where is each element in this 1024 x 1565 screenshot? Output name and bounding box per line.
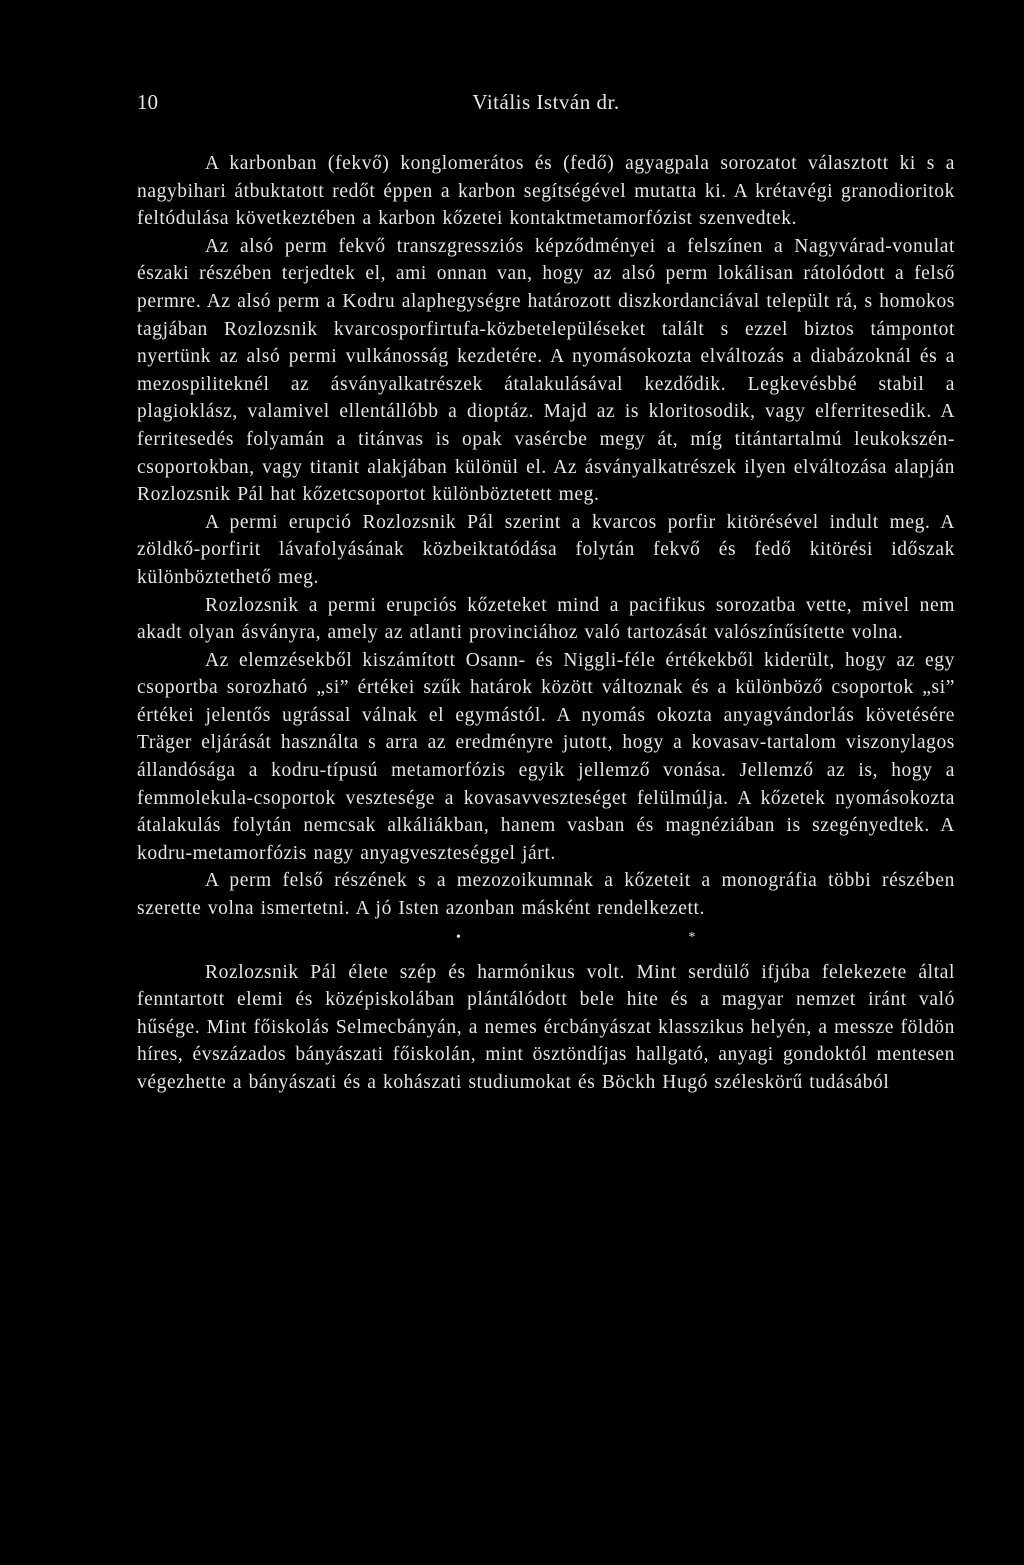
paragraph-monografia: A perm felső részének s a mezozoikumnak a kőzeteit a monográfia többi részében szerette volna ismertetni. A jó Isten azonban másként rendelkezett.: [137, 870, 955, 920]
running-head: [137, 90, 955, 120]
paragraph-karbon: A karbonban (fekvő) konglomerátos és (fedő) agyagpala sorozatot választott ki s a nagybihari átbuktatott redőt éppen a karbon segítségével mutatta ki. A krétavégi granodioritok feltódulása következtében a karbon kőzetei kontaktmetamorfózist szenvedtek.: [137, 153, 955, 230]
paragraph-elemzesek: Az elemzésekből kiszámított Osann- és Niggli-féle értékekből kiderült, hogy az egy csoportba sorozható „si” értékei szűk határok között változnak és a különböző csoportok „si” értékei jelentős ugrással válnak el egymástól. A nyomás okozta anyagvándorlás követésére Träger eljárását használta s arra az eredményre jutott, hogy a kovasav-tartalom viszonylagos állandósága a kodru-típusú metamorfózis egyik jellemző vonása. Jellemző az is, hogy a femmolekula-csoportok vesztesége a kovasavveszteséget felülmúlja. A kőzetek nyomásokozta átalakulás folytán nemcsak alkáliákban, hanem vasban és magnéziában is szegényedtek. A kodru-metamorfózis nagy anyagveszteséggel járt.: [137, 649, 955, 864]
section-separator: [396, 929, 696, 947]
separator-asterisk: *: [688, 929, 696, 945]
paragraph-permi-erupcio: A permi erupció Rozlozsnik Pál szerint a kvarcos porfir kitörésével indult meg. A zöldkő-porfirit lávafolyásának közbeiktatódása folytán fekvő és fedő kitörési időszak különböztethető meg.: [137, 511, 955, 588]
page-number: 10: [137, 90, 158, 114]
paragraph-eletrajz: Rozlozsnik Pál élete szép és harmónikus volt. Mint serdülő ifjúba felekezete által fenntartott elemi és középiskolában plántálódott bele hite és a magyar nemzet iránt való hűsége. Mint főiskolás Selmecbányán, a nemes ércbányászat klasszikus helyén, a messze földön híres, évszázados bányászati főiskolán, mint ösztöndíjas hallgató, anyagi gondoktól mentesen végezhette a bányászati és a kohászati studiumokat és Böckh Hugó széleskörű tudásából: [137, 961, 955, 1093]
separator-dot: •: [456, 929, 462, 945]
paragraph-also-perm: Az alsó perm fekvő transzgressziós képződményei a felszínen a Nagyvárad-vonulat északi részében terjedtek el, ami onnan van, hogy az alsó perm lokálisan rátolódott a felső permre. Az alsó perm a Kodru alaphegységre határozott diszkordanciával települt rá, s homokos tagjában Rozlozsnik kvarcosporfirtufa-közbetelepüléseket talált s ezzel biztos támpontot nyertünk az alsó permi vulkánosság kezdetére. A nyomásokozta elváltozás a diabázoknál és a mezospiliteknél az ásványalkatrészek átalakulásával kezdődik. Legkevésbbé stabil a plagioklász, valamivel ellentállóbb a dioptáz. Majd az is kloritosodik, vagy elferritesedik. A ferritesedés folyamán a titánvas is opak vasércbe megy át, míg titántartalmú leukokszén-csoportokban, vagy titanit alakjában különül el. Az ásványalkatrészek ilyen elváltozása alapján Rozlozsnik Pál hat kőzetcsoportot különböztetett meg.: [137, 235, 955, 506]
running-title: Vitális István dr.: [472, 90, 620, 114]
body-text: [137, 150, 955, 1097]
paragraph-pacifikus-sorozat: Rozlozsnik a permi erupciós kőzeteket mind a pacifikus sorozatba vette, mivel nem akadt olyan ásványra, amely az atlanti provinciához való tartozását valószínűsítette volna.: [137, 594, 955, 644]
